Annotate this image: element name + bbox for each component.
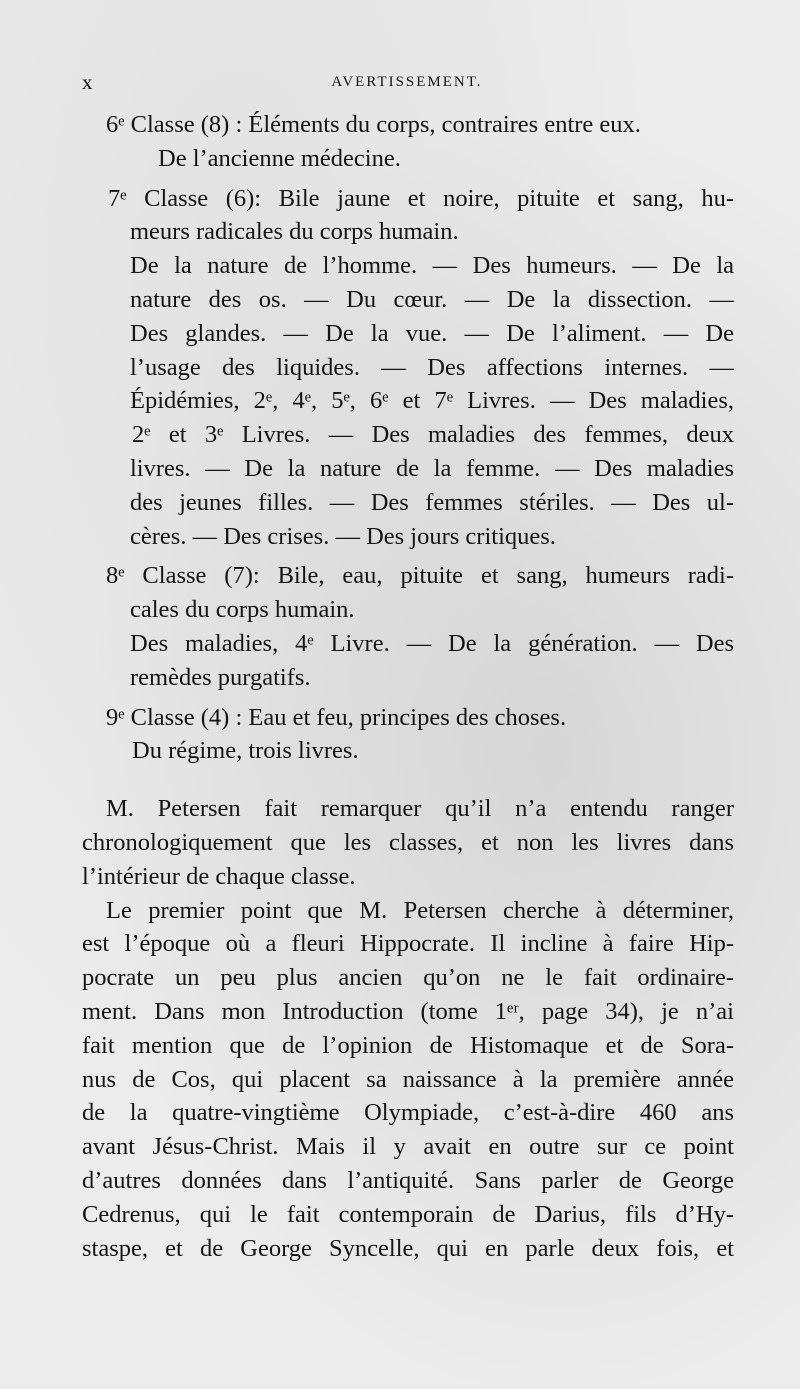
text-line: staspe, et de George Syncelle, qui en parle deux fois, et [82,1234,734,1262]
page-number: x [82,70,93,94]
page-header [82,70,732,100]
text-line: l’intérieur de chaque classe. [82,862,356,890]
text-line: livres. — De la nature de la femme. — Des maladies [130,454,734,482]
text-line: M. Petersen fait remarquer qu’il n’a entendu ranger [106,795,734,823]
text-line: 7ᵉ Classe (6): Bile jaune et noire, pituite et sang, hu- [108,184,734,212]
text-line: Le premier point que M. Petersen cherche à déterminer, [106,896,734,924]
text-line: nus de Cos, qui placent sa naissance à la première année [82,1065,734,1093]
text-line: 8ᵉ Classe (7): Bile, eau, pituite et sang, humeurs radi- [106,562,734,590]
text-line: Du régime, trois livres. [132,737,359,765]
text-line: nature des os. — Du cœur. — De la dissection. — [130,285,734,313]
text-line: l’usage des liquides. — Des affections internes. — [130,353,734,381]
text-line: 6ᵉ Classe (8) : Éléments du corps, contraires entre eux. [106,111,641,138]
text-line: meurs radicales du corps humain. [130,218,459,246]
text-line: pocrate un peu plus ancien qu’on ne le fait ordinaire- [82,964,734,992]
text-line: est l’époque où a fleuri Hippocrate. Il incline à faire Hip- [82,930,734,958]
text-line: Des maladies, 4ᵉ Livre. — De la génération. — Des [130,629,734,657]
text-line: 9ᵉ Classe (4) : Eau et feu, principes des choses. [106,703,567,731]
text-line: Épidémies, 2ᵉ, 4ᵉ, 5ᵉ, 6ᵉ et 7ᵉ Livres. — Des maladies, [130,387,734,415]
text-line: cales du corps humain. [130,596,355,624]
text-line: Des glandes. — De la vue. — De l’aliment. — De [130,319,734,347]
text-line: remèdes purgatifs. [130,663,311,691]
spacer [82,768,734,792]
text-line: avant Jésus-Christ. Mais il y avait en outre sur ce point [82,1133,734,1161]
text-line: de la quatre-vingtième Olympiade, c’est-à-dire 460 ans [82,1099,734,1127]
text-line: d’autres données dans l’antiquité. Sans parler de George [82,1166,734,1194]
text-line: De l’ancienne médecine. [158,144,401,172]
running-head: AVERTISSEMENT. [331,74,483,90]
text-line: fait mention que de l’opinion de Histomaque et de Sora- [82,1031,734,1059]
text-line: ment. Dans mon Introduction (tome 1ᵉʳ, page 34), je n’ai [82,997,734,1025]
text-line: des jeunes filles. — Des femmes stériles. — Des ul- [130,488,734,516]
text-line: cères. — Des crises. — Des jours critiques. [130,522,556,550]
body-text [82,108,734,1265]
text-line: 2ᵉ et 3ᵉ Livres. — Des maladies des femmes, deux [132,421,734,449]
text-line: De la nature de l’homme. — Des humeurs. — De la [130,252,734,280]
text-line: chronologiquement que les classes, et non les livres dans [82,828,734,856]
text-line: Cedrenus, qui le fait contemporain de Darius, fils d’Hy- [82,1200,734,1228]
